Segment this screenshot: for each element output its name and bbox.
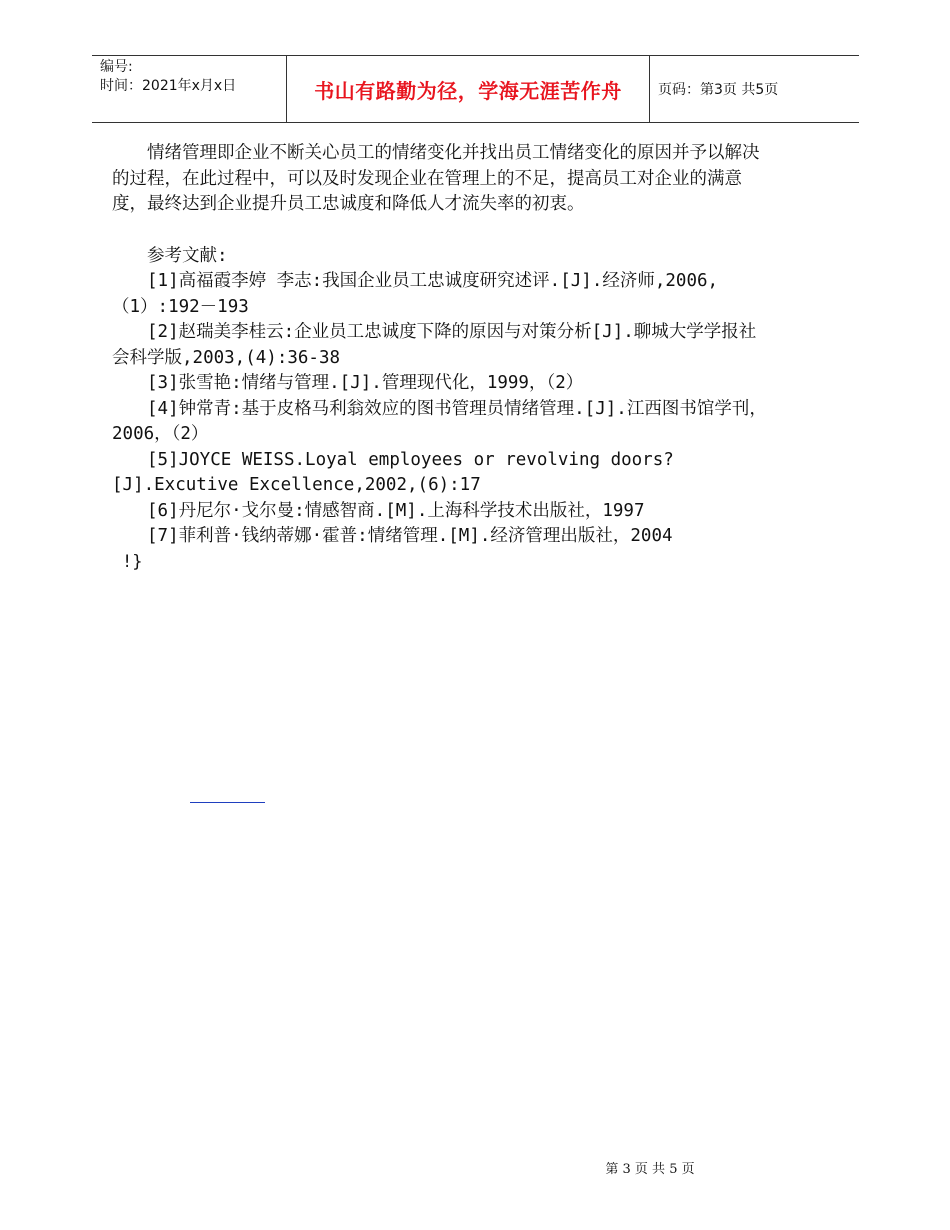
reference-item-7: [7]菲利普·钱纳蒂娜·霍普:情绪管理.[M].经济管理出版社，2004 [147, 526, 673, 546]
trailing-text: !} [122, 551, 143, 572]
reference-item-2: [2]赵瑞美李桂云:企业员工忠诚度下降的原因与对策分析[J].聊城大学学报社会科学版,2003,(4):36-38 [112, 322, 757, 368]
reference-item-1: [1]高福霞李婷 李志:我国企业员工忠诚度研究述评.[J].经济师,2006,（1）:192－193 [112, 271, 719, 317]
reference-item-5: [5]JOYCE WEISS.Loyal employees or revolving doors?[J].Excutive Excellence,2002,(6):17 [112, 449, 674, 495]
header-page-info: 页码：第3页 共5页 [658, 82, 779, 98]
document-header [92, 55, 859, 123]
body-paragraph: 情绪管理即企业不断关心员工的情绪变化并找出员工情绪变化的原因并予以解决的过程，在此过程中，可以及时发现企业在管理上的不足，提高员工对企业的满意度，最终达到企业提升员工忠诚度和降低人才流失率的初衷。 [112, 143, 760, 214]
header-motto: 书山有路勤为径，学海无涯苦作舟 [287, 56, 650, 122]
reference-item-6: [6]丹尼尔·戈尔曼:情感智商.[M].上海科学技术出版社，1997 [147, 500, 645, 521]
page-footer: 第 3 页 共 5 页 [605, 1162, 695, 1177]
document-body [112, 141, 772, 575]
hyperlink-underline[interactable] [190, 802, 265, 803]
references-heading: 参考文献: [147, 245, 228, 266]
time-label: 时间：2021年x月x日 [100, 78, 237, 94]
reference-item-4: [4]钟常青:基于皮格马利翁效应的图书管理员情绪管理.[J].江西图书馆学刊，2006，（2） [112, 398, 767, 444]
header-meta-cell [92, 56, 287, 122]
paragraph-spacer [112, 218, 772, 244]
serial-label: 编号: [100, 59, 133, 75]
reference-item-3: [3]张雪艳:情绪与管理.[J].管理现代化，1999，（2） [147, 373, 584, 393]
